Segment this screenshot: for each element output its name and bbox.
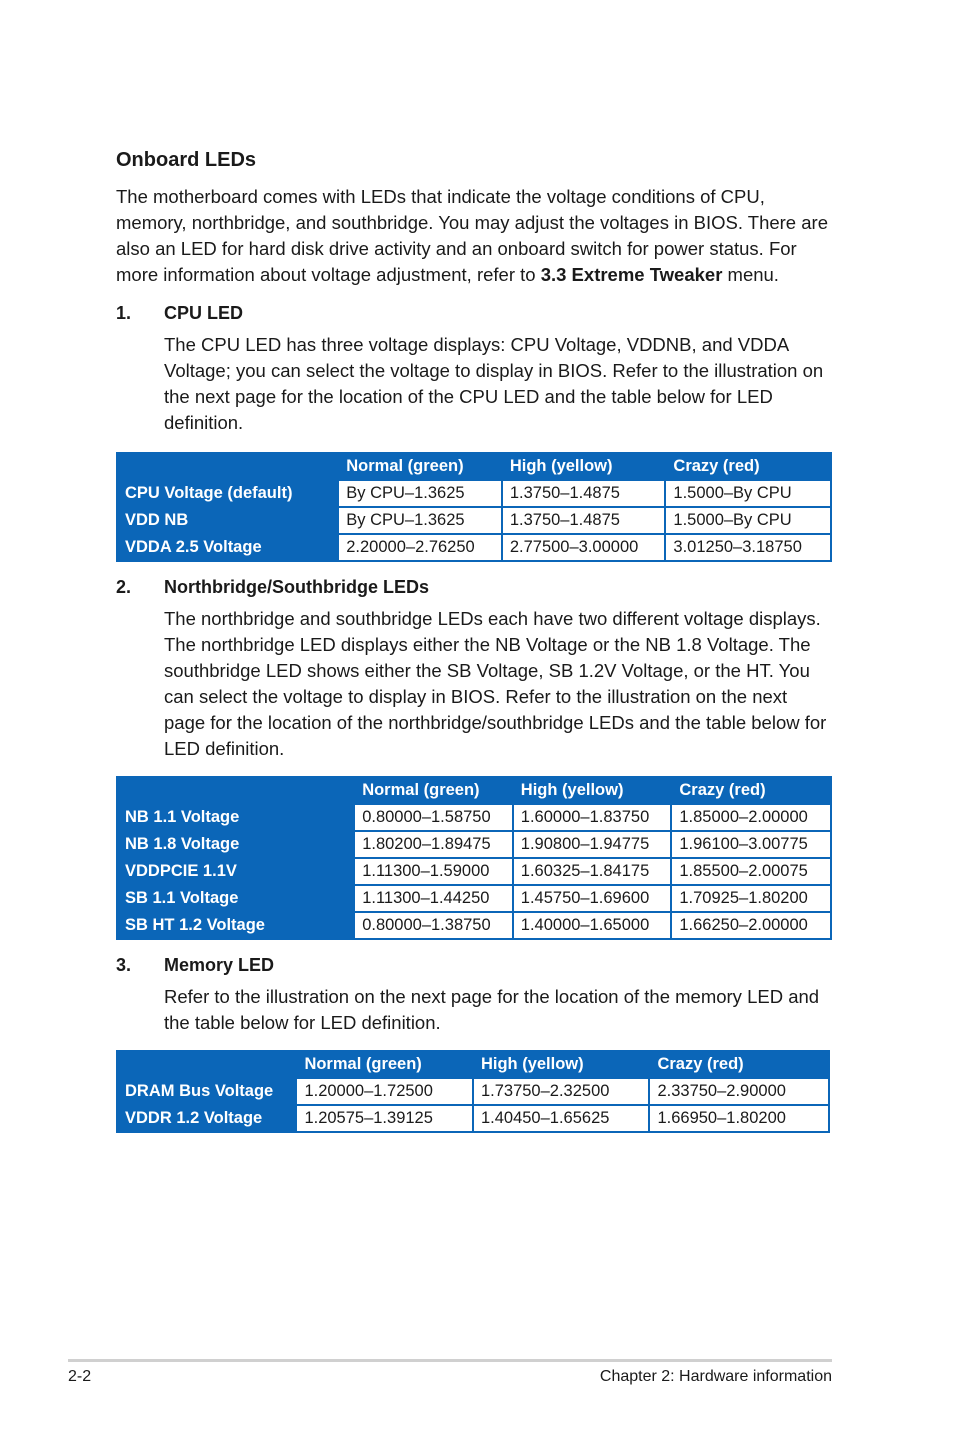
row-label: VDD NB bbox=[117, 507, 338, 534]
cell-normal: By CPU–1.3625 bbox=[338, 480, 502, 507]
cell-high: 1.40000–1.65000 bbox=[513, 912, 672, 939]
item-description: The northbridge and southbridge LEDs each have two different voltage displays. The northbridge LED displays either the NB Voltage or the NB 1.8 Voltage. The southbridge LED shows either the SB Voltage, SB 1.2V Voltage, or the HT. You can select the voltage to display in BIOS. Refer to the illustration on the next page for the location of the northbridge/southbridge LEDs and the table below for LED definition. bbox=[164, 608, 827, 759]
memory-led-table bbox=[116, 1050, 830, 1133]
item-number: 1. bbox=[116, 303, 132, 323]
cell-crazy: 3.01250–3.18750 bbox=[665, 534, 831, 561]
intro-text-end: menu. bbox=[722, 264, 779, 285]
chapter-title: Chapter 2: Hardware information bbox=[599, 1368, 832, 1385]
intro-text: The motherboard comes with LEDs that indicate the voltage conditions of CPU, memory, northbridge, and southbridge. You may adjust the voltages in BIOS. There are also an LED for hard disk drive activity and an onboard switch for power status. For more information about voltage adjustment, refer to bbox=[116, 186, 828, 285]
cell-crazy: 1.96100–3.00775 bbox=[671, 831, 831, 858]
cell-normal: 0.80000–1.58750 bbox=[354, 804, 513, 831]
page-number: 2-2 bbox=[68, 1368, 92, 1385]
cell-normal: 2.20000–2.76250 bbox=[338, 534, 502, 561]
table-header-row bbox=[117, 1051, 829, 1078]
cell-normal: 1.80200–1.89475 bbox=[354, 831, 513, 858]
cell-crazy: 1.85000–2.00000 bbox=[671, 804, 831, 831]
header-crazy: Crazy (red) bbox=[649, 1051, 829, 1078]
table-row bbox=[117, 912, 831, 939]
table-row bbox=[117, 480, 831, 507]
page-content bbox=[116, 146, 832, 1133]
header-high: High (yellow) bbox=[502, 453, 666, 480]
cell-crazy: 1.66950–1.80200 bbox=[649, 1105, 829, 1132]
cell-crazy: 1.5000–By CPU bbox=[665, 507, 831, 534]
cell-high: 1.90800–1.94775 bbox=[513, 831, 672, 858]
cell-high: 1.45750–1.69600 bbox=[513, 885, 672, 912]
row-label: SB HT 1.2 Voltage bbox=[117, 912, 354, 939]
cell-normal: 1.20575–1.39125 bbox=[296, 1105, 473, 1132]
nb-sb-led-table bbox=[116, 776, 832, 940]
header-crazy: Crazy (red) bbox=[665, 453, 831, 480]
item-description: Refer to the illustration on the next page for the location of the memory LED and the table below for LED definition. bbox=[164, 986, 820, 1033]
cell-crazy: 2.33750–2.90000 bbox=[649, 1078, 829, 1105]
cell-crazy: 1.70925–1.80200 bbox=[671, 885, 831, 912]
row-label: SB 1.1 Voltage bbox=[117, 885, 354, 912]
cell-high: 1.40450–1.65625 bbox=[473, 1105, 650, 1132]
item-title: Memory LED bbox=[164, 955, 275, 975]
header-high: High (yellow) bbox=[513, 777, 672, 804]
section-nb-sb-leds bbox=[116, 574, 832, 940]
table-row bbox=[117, 858, 831, 885]
table-header-row bbox=[117, 777, 831, 804]
cpu-led-table bbox=[116, 452, 832, 562]
cell-crazy: 1.85500–2.00075 bbox=[671, 858, 831, 885]
row-label: NB 1.1 Voltage bbox=[117, 804, 354, 831]
header-normal: Normal (green) bbox=[296, 1051, 473, 1078]
cell-normal: 1.11300–1.44250 bbox=[354, 885, 513, 912]
table-row bbox=[117, 1078, 829, 1105]
table-row bbox=[117, 1105, 829, 1132]
table-row bbox=[117, 804, 831, 831]
row-label: NB 1.8 Voltage bbox=[117, 831, 354, 858]
item-title: CPU LED bbox=[164, 303, 244, 323]
row-label: VDDPCIE 1.1V bbox=[117, 858, 354, 885]
row-label: VDDR 1.2 Voltage bbox=[117, 1105, 296, 1132]
row-label: CPU Voltage (default) bbox=[117, 480, 338, 507]
cell-high: 1.60000–1.83750 bbox=[513, 804, 672, 831]
item-number: 2. bbox=[116, 577, 132, 597]
header-normal: Normal (green) bbox=[354, 777, 513, 804]
cell-crazy: 1.5000–By CPU bbox=[665, 480, 831, 507]
header-normal: Normal (green) bbox=[338, 453, 502, 480]
cell-normal: 1.20000–1.72500 bbox=[296, 1078, 473, 1105]
cell-high: 1.3750–1.4875 bbox=[502, 507, 666, 534]
row-label: VDDA 2.5 Voltage bbox=[117, 534, 338, 561]
section-heading: Onboard LEDs bbox=[116, 149, 257, 171]
cell-high: 2.77500–3.00000 bbox=[502, 534, 666, 561]
cell-high: 1.73750–2.32500 bbox=[473, 1078, 650, 1105]
header-high: High (yellow) bbox=[473, 1051, 650, 1078]
header-crazy: Crazy (red) bbox=[671, 777, 831, 804]
cell-crazy: 1.66250–2.00000 bbox=[671, 912, 831, 939]
table-row bbox=[117, 507, 831, 534]
cell-high: 1.60325–1.84175 bbox=[513, 858, 672, 885]
header-blank-cell bbox=[117, 453, 338, 480]
header-blank-cell bbox=[117, 777, 354, 804]
intro-paragraph bbox=[116, 184, 832, 288]
table-header-row bbox=[117, 453, 831, 480]
table-row bbox=[117, 534, 831, 561]
cell-normal: 1.11300–1.59000 bbox=[354, 858, 513, 885]
table-row bbox=[117, 885, 831, 912]
header-blank-cell bbox=[117, 1051, 296, 1078]
item-title: Northbridge/Southbridge LEDs bbox=[164, 577, 429, 597]
cell-normal: By CPU–1.3625 bbox=[338, 507, 502, 534]
row-label: DRAM Bus Voltage bbox=[117, 1078, 296, 1105]
intro-bold-ref: 3.3 Extreme Tweaker bbox=[540, 264, 723, 285]
table-row bbox=[117, 831, 831, 858]
section-memory-led bbox=[116, 952, 832, 1133]
cell-normal: 0.80000–1.38750 bbox=[354, 912, 513, 939]
section-cpu-led bbox=[116, 300, 832, 562]
footer-divider bbox=[68, 1359, 832, 1362]
item-number: 3. bbox=[116, 955, 132, 975]
cell-high: 1.3750–1.4875 bbox=[502, 480, 666, 507]
item-description: The CPU LED has three voltage displays: CPU Voltage, VDDNB, and VDDA Voltage; you can select the voltage to display in BIOS. Refer to the illustration on the next page for the location of the CPU LED and the table below for LED definition. bbox=[164, 334, 824, 433]
